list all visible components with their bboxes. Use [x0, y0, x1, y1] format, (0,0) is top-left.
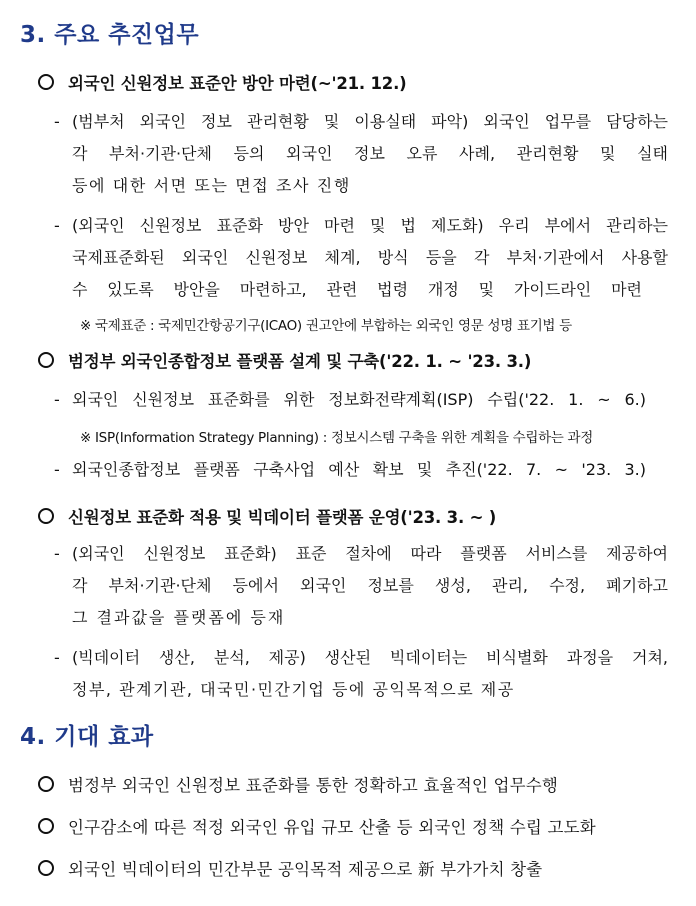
dash-bullet: - — [54, 460, 60, 479]
dash-bullet: - — [54, 112, 60, 131]
circle-bullet-icon — [38, 352, 54, 368]
circle-bullet-icon — [38, 776, 54, 792]
item-3-heading: 신원정보 표준화 적용 및 빅데이터 플랫폼 운영('23. 3. ~ ) — [38, 504, 686, 528]
circle-bullet-icon — [38, 818, 54, 834]
effect-item-2: 인구감소에 따른 적정 외국인 유입 규모 산출 등 외국인 정책 수립 고도화 — [38, 814, 686, 838]
dash-bullet: - — [54, 216, 60, 235]
section-3-title: 3. 주요 추진업무 — [20, 22, 200, 48]
circle-bullet-icon — [38, 860, 54, 876]
item-2-note: ※ ISP(Information Strategy Planning) : 정보시스템 구축을 위한 계획을 수립하는 과정 — [80, 430, 594, 446]
dash-bullet: - — [54, 544, 60, 563]
circle-bullet-icon — [38, 74, 54, 90]
item-1-note: ※ 국제표준 : 국제민간항공기구(ICAO) 권고안에 부합하는 외국인 영문 성명 표기법 등 — [80, 318, 572, 334]
dash-bullet: - — [54, 648, 60, 667]
effect-item-3: 외국인 빅데이터의 민간부문 공익목적 제공으로 新 부가가치 창출 — [38, 856, 686, 880]
item-2-heading: 범정부 외국인종합정보 플랫폼 설계 및 구축('22. 1. ~ '23. 3.) — [38, 348, 686, 372]
circle-bullet-icon — [38, 508, 54, 524]
dash-bullet: - — [54, 390, 60, 409]
item-1-heading: 외국인 신원정보 표준안 방안 마련(~'21. 12.) — [38, 70, 686, 94]
section-4-title: 4. 기대 효과 — [20, 724, 154, 750]
document-page: 3. 주요 추진업무 외국인 신원정보 표준안 방안 마련(~'21. 12.) - (범부처 외국인 정보 관리현황 및 이용실태 파악) 외국인 업무를 담당하는 각 부처·기관·단체 등의 외국인 정보 오류 사례, 관리현황 및 실태 등에 대한 서면 또는 면접 조사 진행 - (외국인 신원정보 표준화 방안 마련 및 법 제도화) 우리 부에서 관리하는 국제표준화된 외국인 신원정보 체계, 방식 등을 각 부처·기관에서 사용할 수 있도록 방안을 마련하고, 관련 법령 개정 및 가이드라인 마련 ※ 국제표준 : 국제민간항공기구(ICAO) 권고안에 부합하는 외국인 영문 성명 표기법 등 범정부 외국인종합정보 플랫폼 설계 및 구축('22. 1. ~ '23. 3.) - 외국인 신원정보 표준화를 위한 정보화전략계획(ISP) 수립('22. 1. ~ 6.) ※ ISP(Information Strategy Planning) : 정보시스템 구축을 위한 계획을 수립하는 과정 - 외국인종합정보 플랫폼 구축사업 예산 확보 및 추진('22. 7. ~ '23. 3.) 신원정보 표준화 적용 및 빅데이터 플랫폼 운영('23. 3. ~ ) - (외국인 신원정보 표준화) 표준 절차에 따라 플랫폼 서비스를 제공하여 각 부처·기관·단체 등에서 외국인 정보를 생성, 관리, 수정, 폐기하고 그 결과값을 플랫폼에 등재 - (빅데이터 생산, 분석, 제공) 생산된 빅데이터는 비식별화 과정을 거쳐, 정부, 관계기관, 대국민·민간기업 등에 공익목적으로 제공 4. 기대 효과 범정부 외국인 신원정보 표준화를 통한 정확하고 효율적인 업무수행 인구감소에 따른 적정 외국인 유입 규모 산출 등 외국인 정책 수립 고도화 외국인 빅데이터의 민간부문 공익목적 제공으로 新 부가가치 창출 — [0, 0, 696, 906]
effect-item-1: 범정부 외국인 신원정보 표준화를 통한 정확하고 효율적인 업무수행 — [38, 772, 686, 796]
